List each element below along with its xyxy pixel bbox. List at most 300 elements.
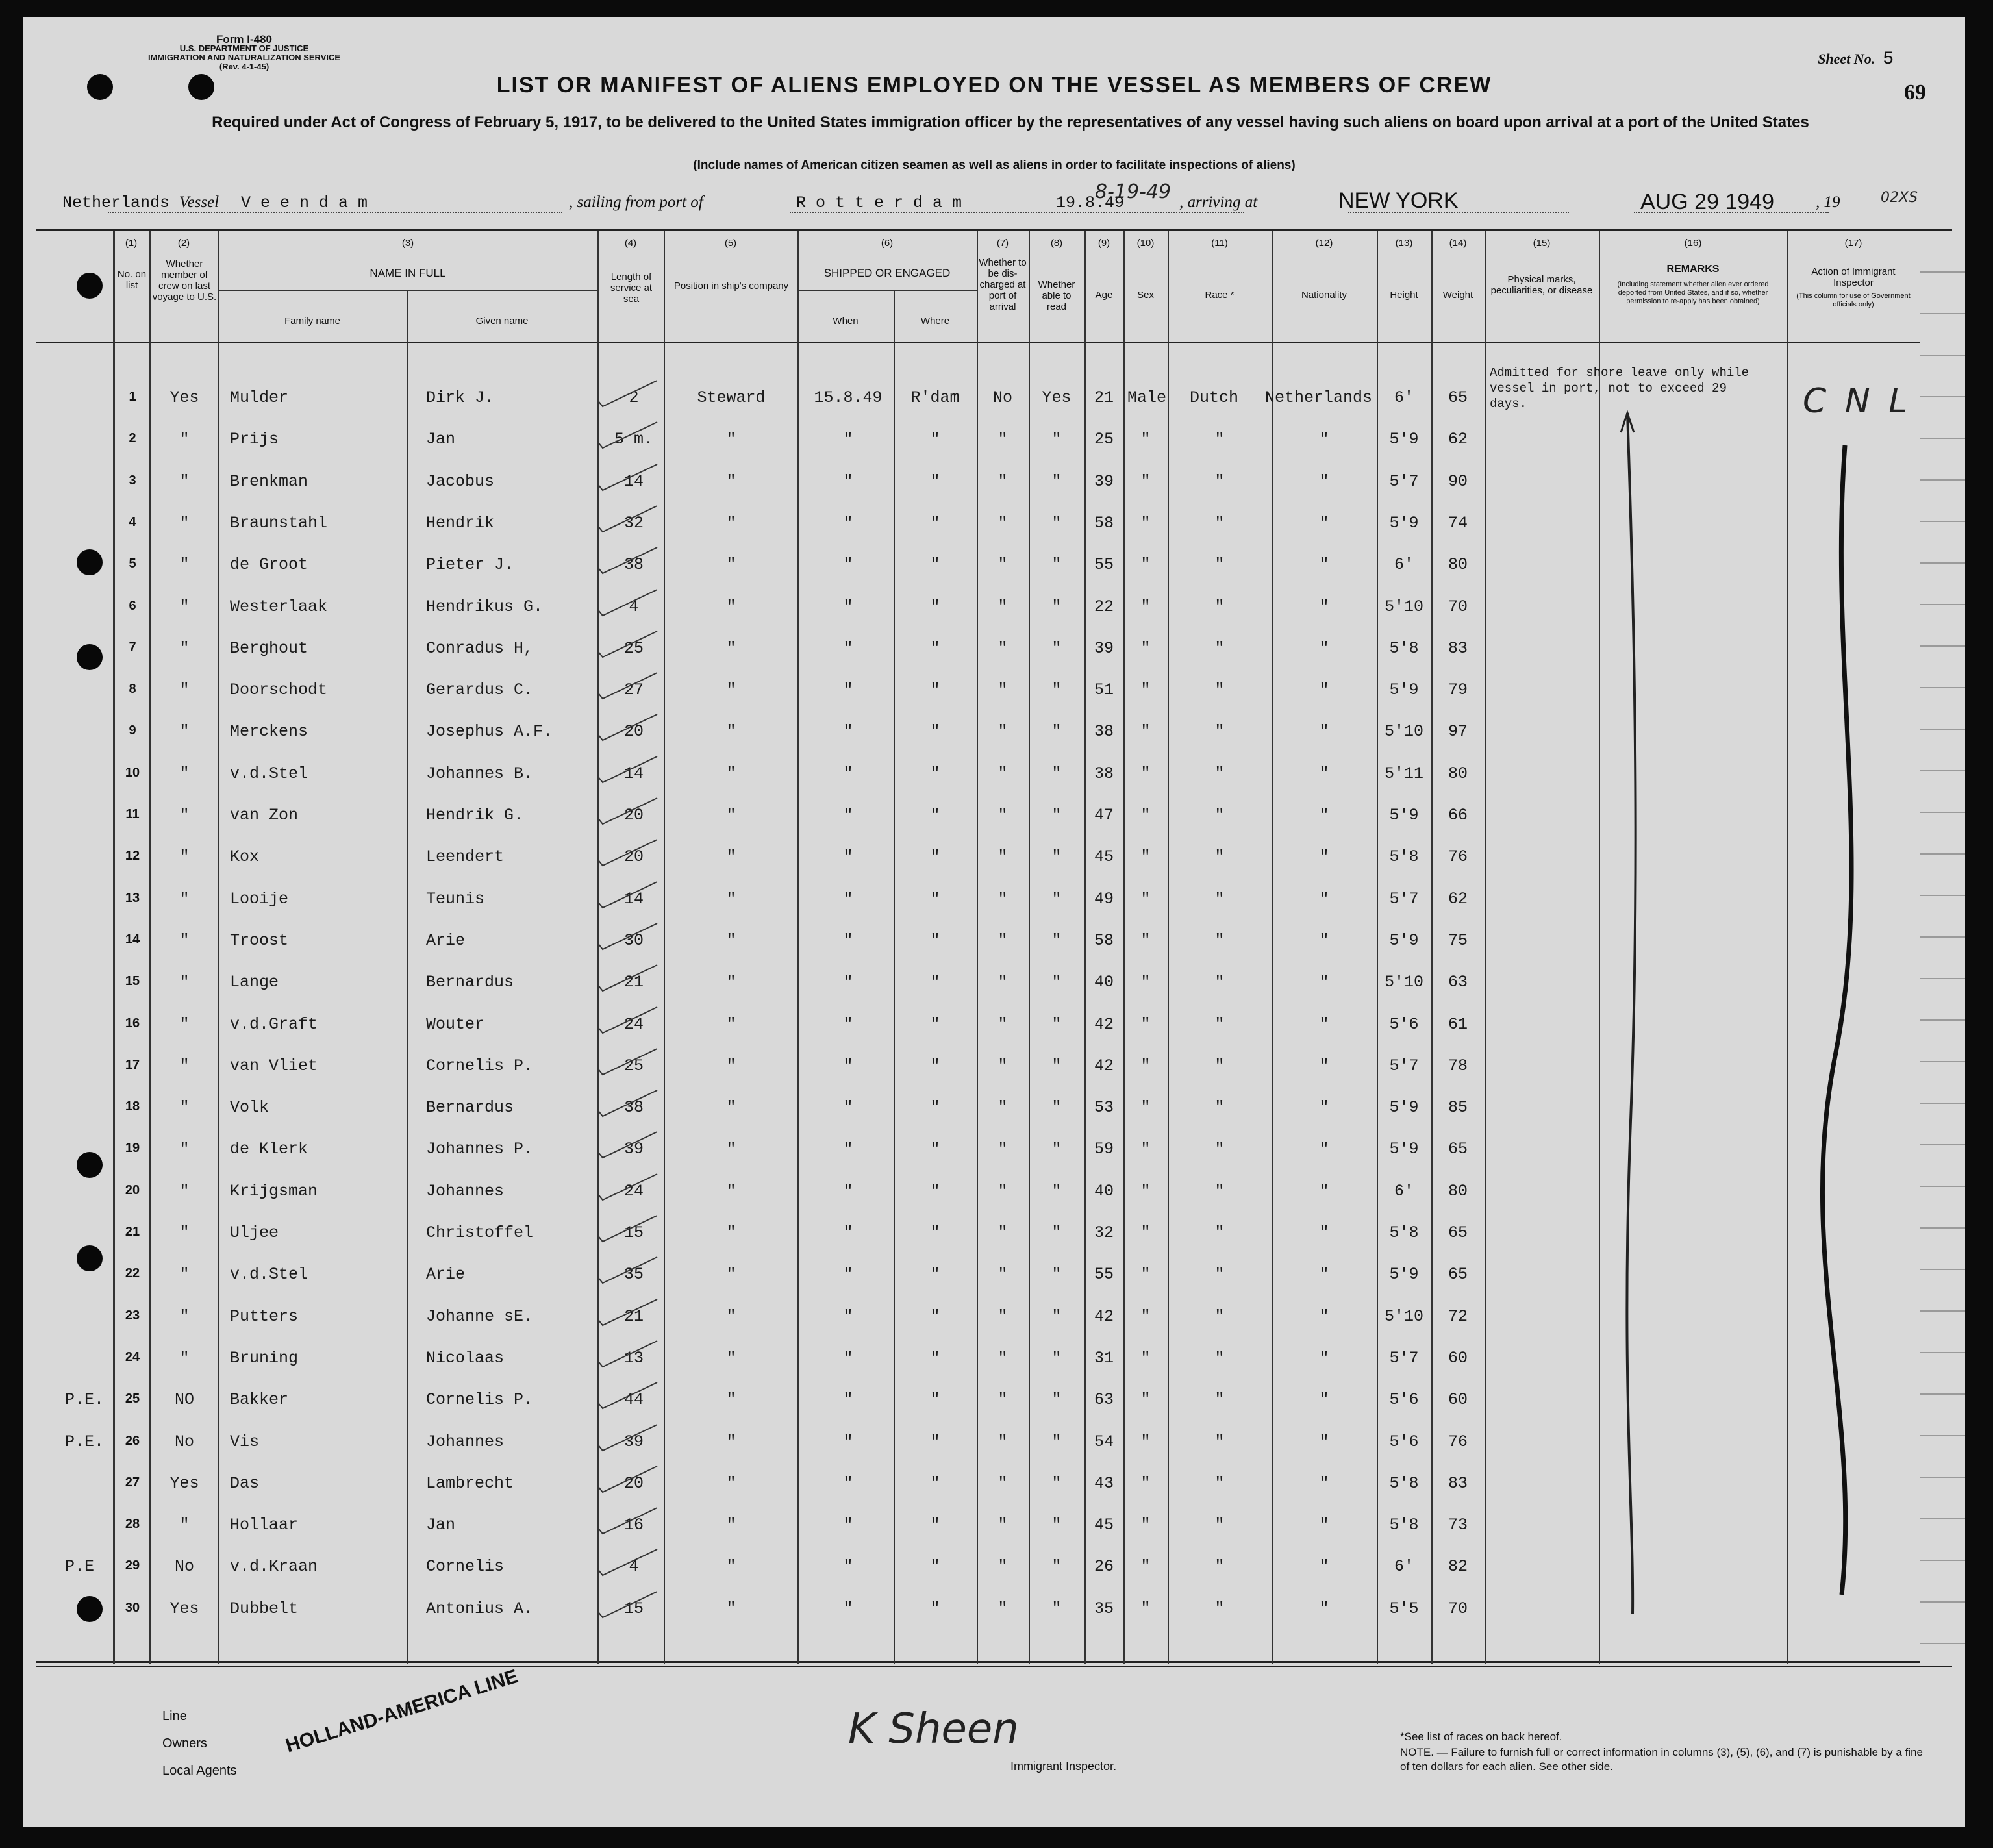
col-num-14: (14): [1449, 238, 1467, 249]
cell-nationality: ": [1319, 471, 1329, 491]
cell-nationality: ": [1319, 722, 1329, 742]
cell-nationality: ": [1319, 889, 1329, 908]
cell-given: Jan: [426, 430, 456, 449]
cell-where: ": [930, 430, 940, 449]
cell-read: ": [1051, 1306, 1062, 1326]
cell-service: 20: [623, 1473, 644, 1493]
cell-prev: ": [179, 471, 190, 491]
cell-nationality: ": [1319, 597, 1329, 616]
cell-discharged: ": [997, 430, 1008, 449]
cell-position: ": [726, 1432, 736, 1451]
cell-service: 20: [623, 722, 644, 742]
cell-height: 5'10: [1384, 597, 1423, 616]
cell-sex: ": [1140, 806, 1151, 825]
cell-sex: ": [1140, 889, 1151, 908]
cell-prev: ": [179, 806, 190, 825]
cell-sex: ": [1140, 1181, 1151, 1201]
col-header-age: Age: [1095, 290, 1113, 301]
cell-prev: ": [179, 1516, 190, 1535]
cell-height: 5'5: [1389, 1599, 1419, 1618]
col-num-13: (13): [1395, 238, 1413, 249]
col-header-service: Length of service at sea: [610, 271, 653, 305]
cell-position: ": [726, 1014, 736, 1034]
cell-read: ": [1051, 973, 1062, 992]
cell-given: Johanne sE.: [426, 1306, 534, 1326]
cell-sex: ": [1140, 1056, 1151, 1075]
row1-sex: Male: [1127, 388, 1167, 407]
cell-position: ": [726, 806, 736, 825]
row-number: 27: [125, 1475, 140, 1490]
cell-given: Johannes B.: [426, 764, 534, 783]
cell-when: ": [843, 681, 853, 700]
cell-prev: No: [174, 1432, 194, 1451]
cell-nationality: ": [1319, 1223, 1329, 1242]
cell-nationality: ": [1319, 1390, 1329, 1410]
page-subtitle: Required under Act of Congress of February 5, 1917, to be delivered to the United States immigration officer by the representatives of any vessel having such aliens on board upon arrival at a port of the United States: [212, 114, 1809, 131]
cell-position: ": [726, 1516, 736, 1535]
cell-weight: 72: [1448, 1306, 1468, 1326]
cell-service: 2: [629, 388, 639, 407]
col-num-9: (9): [1097, 238, 1110, 249]
footer-owners-label: Owners: [162, 1736, 207, 1751]
cell-discharged: ": [997, 1473, 1008, 1493]
cell-position: ": [726, 1223, 736, 1242]
cell-where: ": [930, 471, 940, 491]
cell-height: 5'9: [1389, 513, 1419, 532]
cell-race: ": [1214, 597, 1225, 616]
row-number: 17: [125, 1057, 140, 1072]
col-header-name: NAME IN FULL: [370, 267, 446, 279]
cell-sex: ": [1140, 930, 1151, 950]
cell-position: ": [726, 1265, 736, 1284]
arriving-label: , arriving at: [1179, 194, 1258, 211]
inspector-signature: K Sheen: [848, 1705, 1019, 1753]
cell-sex: ": [1140, 1557, 1151, 1577]
row-number: 30: [125, 1600, 140, 1615]
cell-where: ": [930, 847, 940, 867]
cell-where: ": [930, 1557, 940, 1577]
col-num-5: (5): [724, 238, 737, 249]
cell-family: Hollaar: [230, 1516, 299, 1535]
cell-where: ": [930, 1473, 940, 1493]
row-number: 2: [129, 431, 136, 446]
cell-service: 14: [623, 764, 644, 783]
cell-given: Johannes: [426, 1181, 505, 1201]
col-num-17: (17): [1844, 238, 1862, 249]
pe-mark: P.E.: [65, 1432, 105, 1451]
cell-age: 42: [1094, 1056, 1114, 1075]
cell-when: ": [843, 1306, 853, 1326]
cell-given: Nicolaas: [426, 1348, 505, 1367]
cell-weight: 80: [1448, 1181, 1468, 1201]
cell-age: 26: [1094, 1557, 1114, 1577]
col-header-position: Position in ship's company: [673, 281, 789, 292]
cell-height: 5'9: [1389, 681, 1419, 700]
cell-where: ": [930, 806, 940, 825]
cell-where: ": [930, 1348, 940, 1367]
cell-age: 43: [1094, 1473, 1114, 1493]
cell-nationality: ": [1319, 1140, 1329, 1159]
cell-weight: 74: [1448, 513, 1468, 532]
cell-discharged: ": [997, 930, 1008, 950]
cell-discharged: ": [997, 1599, 1008, 1618]
cell-service: 44: [623, 1390, 644, 1410]
cell-service: 16: [623, 1516, 644, 1535]
cell-sex: ": [1140, 430, 1151, 449]
cell-given: Bernardus: [426, 1098, 514, 1118]
cell-race: ": [1214, 806, 1225, 825]
cell-weight: 85: [1448, 1098, 1468, 1118]
cell-race: ": [1214, 471, 1225, 491]
cell-sex: ": [1140, 681, 1151, 700]
cell-prev: ": [179, 973, 190, 992]
cell-sex: ": [1140, 1140, 1151, 1159]
cell-given: Josephus A.F.: [426, 722, 553, 742]
cell-service: 15: [623, 1599, 644, 1618]
cell-service: 25: [623, 1056, 644, 1075]
row-number: 19: [125, 1141, 140, 1156]
cell-weight: 80: [1448, 555, 1468, 575]
cell-nationality: ": [1319, 1432, 1329, 1451]
cell-height: 6': [1394, 388, 1414, 407]
cell-prev: ": [179, 1348, 190, 1367]
cell-sex: ": [1140, 1306, 1151, 1326]
cell-read: ": [1051, 1098, 1062, 1118]
cell-sex: ": [1140, 764, 1151, 783]
cell-prev: ": [179, 930, 190, 950]
cell-race: ": [1214, 1223, 1225, 1242]
cell-race: ": [1214, 681, 1225, 700]
row-number: 11: [125, 807, 140, 821]
row-number: 15: [125, 974, 140, 989]
cell-position: ": [726, 1348, 736, 1367]
cell-discharged: ": [997, 597, 1008, 616]
cell-read: ": [1051, 930, 1062, 950]
cell-family: Mulder: [230, 388, 289, 407]
cell-age: 21: [1094, 388, 1114, 407]
sailing-label: , sailing from port of: [569, 194, 703, 211]
cell-height: 5'10: [1384, 973, 1423, 992]
cell-nationality: ": [1319, 1265, 1329, 1284]
cell-position: ": [726, 1599, 736, 1618]
cell-when: ": [843, 889, 853, 908]
cell-discharged: ": [997, 973, 1008, 992]
cell-when: ": [843, 1056, 853, 1075]
cell-prev: ": [179, 1223, 190, 1242]
cell-nationality: ": [1319, 1056, 1329, 1075]
cell-read: ": [1051, 1599, 1062, 1618]
cell-weight: 90: [1448, 471, 1468, 491]
cell-where: ": [930, 1265, 940, 1284]
col-header-remarks-note: (Including statement whether alien ever ordered deported from United States, and if so, whether permission to re-apply has been obtained): [1617, 281, 1769, 305]
cell-race: ": [1214, 889, 1225, 908]
cell-weight: 61: [1448, 1014, 1468, 1034]
cell-race: ": [1214, 1390, 1225, 1410]
cell-read: ": [1051, 1181, 1062, 1201]
cell-age: 49: [1094, 889, 1114, 908]
cell-given: Lambrecht: [426, 1473, 514, 1493]
cell-prev: ": [179, 889, 190, 908]
cell-sex: ": [1140, 1098, 1151, 1118]
cell-height: 6': [1394, 1557, 1414, 1577]
cell-nationality: ": [1319, 1098, 1329, 1118]
cell-race: ": [1214, 1265, 1225, 1284]
cell-read: ": [1051, 847, 1062, 867]
cell-where: ": [930, 1516, 940, 1535]
cell-where: ": [930, 1056, 940, 1075]
row-number: 9: [129, 723, 136, 738]
cell-family: Dubbelt: [230, 1599, 299, 1618]
cell-when: ": [843, 555, 853, 575]
cell-race: ": [1214, 1056, 1225, 1075]
cell-race: ": [1214, 1181, 1225, 1201]
cell-when: ": [843, 1348, 853, 1367]
cell-where: ": [930, 1306, 940, 1326]
cell-age: 45: [1094, 847, 1114, 867]
cell-read: ": [1051, 513, 1062, 532]
cell-prev: NO: [174, 1390, 194, 1410]
cell-prev: ": [179, 1140, 190, 1159]
cell-position: ": [726, 930, 736, 950]
cell-sex: ": [1140, 722, 1151, 742]
col-num-8: (8): [1050, 238, 1063, 249]
department: U.S. DEPARTMENT OF JUSTICE: [179, 44, 309, 53]
inspector-action-initials: C N L: [1803, 382, 1912, 421]
cell-sex: ": [1140, 1390, 1151, 1410]
cell-given: Wouter: [426, 1014, 485, 1034]
cell-when: ": [843, 1014, 853, 1034]
cell-family: Berghout: [230, 638, 308, 658]
cell-sex: ": [1140, 638, 1151, 658]
cell-nationality: ": [1319, 638, 1329, 658]
cell-where: ": [930, 638, 940, 658]
cell-family: Uljee: [230, 1223, 279, 1242]
cell-given: Arie: [426, 930, 466, 950]
cell-family: Volk: [230, 1098, 269, 1118]
cell-age: 42: [1094, 1014, 1114, 1034]
col-num-4: (4): [624, 238, 637, 249]
cell-race: ": [1214, 1557, 1225, 1577]
page-subnote: (Include names of American citizen seamen as well as aliens in order to facilitate inspections of aliens): [693, 158, 1296, 172]
cell-position: ": [726, 1056, 736, 1075]
cell-where: ": [930, 1432, 940, 1451]
cell-service: 20: [623, 806, 644, 825]
sailing-date-handwritten: 8-19-49: [1095, 181, 1172, 203]
cell-position: ": [726, 1557, 736, 1577]
cell-when: ": [843, 1473, 853, 1493]
col-header-when: When: [833, 316, 859, 327]
cell-age: 54: [1094, 1432, 1114, 1451]
row-number: 5: [129, 556, 136, 571]
cell-position: ": [726, 1181, 736, 1201]
col-num-12: (12): [1315, 238, 1333, 249]
cell-when: ": [843, 597, 853, 616]
cell-family: de Groot: [230, 555, 308, 575]
cell-race: ": [1214, 1140, 1225, 1159]
cell-family: Vis: [230, 1432, 260, 1451]
sailing-date: 19.8.49: [1056, 194, 1125, 212]
cell-service: 38: [623, 555, 644, 575]
cell-given: Leendert: [426, 847, 505, 867]
col-header-shipped: SHIPPED OR ENGAGED: [823, 267, 951, 279]
cell-race: ": [1214, 1516, 1225, 1535]
cell-race: ": [1214, 430, 1225, 449]
cell-position: ": [726, 638, 736, 658]
cell-race: ": [1214, 638, 1225, 658]
cell-height: 5'7: [1389, 1056, 1419, 1075]
cell-when: ": [843, 1390, 853, 1410]
col-header-discharged: Whether to be dis-charged at port of arrival: [979, 257, 1027, 312]
cell-prev: ": [179, 555, 190, 575]
cell-prev: ": [179, 681, 190, 700]
cell-when: ": [843, 513, 853, 532]
cell-age: 25: [1094, 430, 1114, 449]
cell-service: 24: [623, 1181, 644, 1201]
cell-service: 25: [623, 638, 644, 658]
cell-race: ": [1214, 1432, 1225, 1451]
cell-nationality: ": [1319, 430, 1329, 449]
cell-prev: Yes: [169, 1473, 199, 1493]
cell-discharged: ": [997, 1348, 1008, 1367]
cell-position: ": [726, 681, 736, 700]
cell-where: ": [930, 1098, 940, 1118]
cell-read: ": [1051, 681, 1062, 700]
cell-when: ": [843, 930, 853, 950]
cell-weight: 60: [1448, 1390, 1468, 1410]
cell-weight: 73: [1448, 1516, 1468, 1535]
cell-read: ": [1051, 722, 1062, 742]
cell-read: ": [1051, 806, 1062, 825]
cell-nationality: ": [1319, 806, 1329, 825]
cell-discharged: ": [997, 471, 1008, 491]
cell-where: ": [930, 681, 940, 700]
cell-weight: 80: [1448, 764, 1468, 783]
cell-read: ": [1051, 638, 1062, 658]
cell-height: 5'8: [1389, 847, 1419, 867]
cell-weight: 70: [1448, 1599, 1468, 1618]
cell-discharged: ": [997, 1014, 1008, 1034]
cell-height: 5'7: [1389, 471, 1419, 491]
cell-age: 55: [1094, 555, 1114, 575]
cell-weight: 83: [1448, 1473, 1468, 1493]
cell-given: Hendrikus G.: [426, 597, 544, 616]
cell-height: 5'9: [1389, 430, 1419, 449]
cell-given: Jan: [426, 1516, 456, 1535]
cell-given: Cornelis P.: [426, 1056, 534, 1075]
cell-age: 63: [1094, 1390, 1114, 1410]
col-num-11: (11): [1211, 238, 1228, 249]
cell-height: 5'10: [1384, 722, 1423, 742]
cell-nationality: ": [1319, 513, 1329, 532]
form-number: Form I-480: [216, 33, 272, 45]
cell-height: 5'6: [1389, 1014, 1419, 1034]
cell-when: ": [843, 1432, 853, 1451]
cell-service: 32: [623, 513, 644, 532]
col-header-remarks: REMARKS: [1666, 264, 1720, 275]
cell-height: 5'8: [1389, 1473, 1419, 1493]
cell-when: ": [843, 1265, 853, 1284]
row1-race: Dutch: [1190, 388, 1239, 407]
cell-family: van Zon: [230, 806, 299, 825]
cell-service: 15: [623, 1223, 644, 1242]
cell-age: 32: [1094, 1223, 1114, 1242]
cell-race: ": [1214, 973, 1225, 992]
cell-nationality: ": [1319, 930, 1329, 950]
cell-height: 5'10: [1384, 1306, 1423, 1326]
cell-discharged: ": [997, 1265, 1008, 1284]
cell-position: ": [726, 973, 736, 992]
cell-where: ": [930, 1599, 940, 1618]
cell-prev: Yes: [169, 388, 199, 407]
cell-discharged: ": [997, 1098, 1008, 1118]
cell-height: 5'9: [1389, 930, 1419, 950]
cell-read: ": [1051, 1014, 1062, 1034]
footer-line-label: Line: [162, 1709, 187, 1723]
cell-where: ": [930, 1390, 940, 1410]
cell-family: Troost: [230, 930, 289, 950]
cell-family: Brenkman: [230, 471, 308, 491]
company-stamp: HOLLAND-AMERICA LINE: [283, 1666, 521, 1757]
footer-agents-label: Local Agents: [162, 1764, 237, 1778]
cell-race: ": [1214, 1014, 1225, 1034]
cell-position: ": [726, 1473, 736, 1493]
cell-age: 39: [1094, 471, 1114, 491]
cell-race: ": [1214, 1306, 1225, 1326]
col-num-3: (3): [401, 238, 414, 249]
cell-given: Christoffel: [426, 1223, 534, 1242]
cell-family: v.d.Kraan: [230, 1557, 318, 1577]
vessel-name: V e e n d a m: [241, 194, 368, 212]
row-number: 4: [129, 514, 136, 529]
cell-weight: 63: [1448, 973, 1468, 992]
cell-read: ": [1051, 1557, 1062, 1577]
cell-height: 5'8: [1389, 1516, 1419, 1535]
handwritten-marks: [23, 17, 1965, 1827]
row-number: 29: [125, 1558, 140, 1573]
cell-position: ": [726, 764, 736, 783]
cell-position: Steward: [697, 388, 766, 407]
cell-position: ": [726, 513, 736, 532]
sheet-label: Sheet No.: [1818, 51, 1875, 67]
cell-when: ": [843, 1557, 853, 1577]
cell-read: ": [1051, 1348, 1062, 1367]
cell-where: ": [930, 1140, 940, 1159]
cell-where: ": [930, 973, 940, 992]
cell-where: ": [930, 889, 940, 908]
cell-age: 58: [1094, 513, 1114, 532]
cell-discharged: ": [997, 1516, 1008, 1535]
cell-height: 5'7: [1389, 1348, 1419, 1367]
cell-service: 21: [623, 1306, 644, 1326]
cell-prev: ": [179, 430, 190, 449]
col-num-1: (1): [125, 238, 138, 249]
cell-discharged: ": [997, 1181, 1008, 1201]
row-number: 23: [125, 1308, 140, 1323]
cell-discharged: ": [997, 847, 1008, 867]
pe-mark: P.E: [65, 1557, 95, 1577]
cell-when: ": [843, 1140, 853, 1159]
cell-service: 21: [623, 973, 644, 992]
col-header-nationality: Nationality: [1301, 290, 1347, 301]
cell-age: 39: [1094, 638, 1114, 658]
row-number: 22: [125, 1266, 140, 1281]
cell-when: ": [843, 973, 853, 992]
cell-nationality: ": [1319, 1306, 1329, 1326]
cell-race: ": [1214, 764, 1225, 783]
cell-when: ": [843, 1181, 853, 1201]
cell-sex: ": [1140, 1599, 1151, 1618]
row-number: 1: [129, 390, 136, 404]
